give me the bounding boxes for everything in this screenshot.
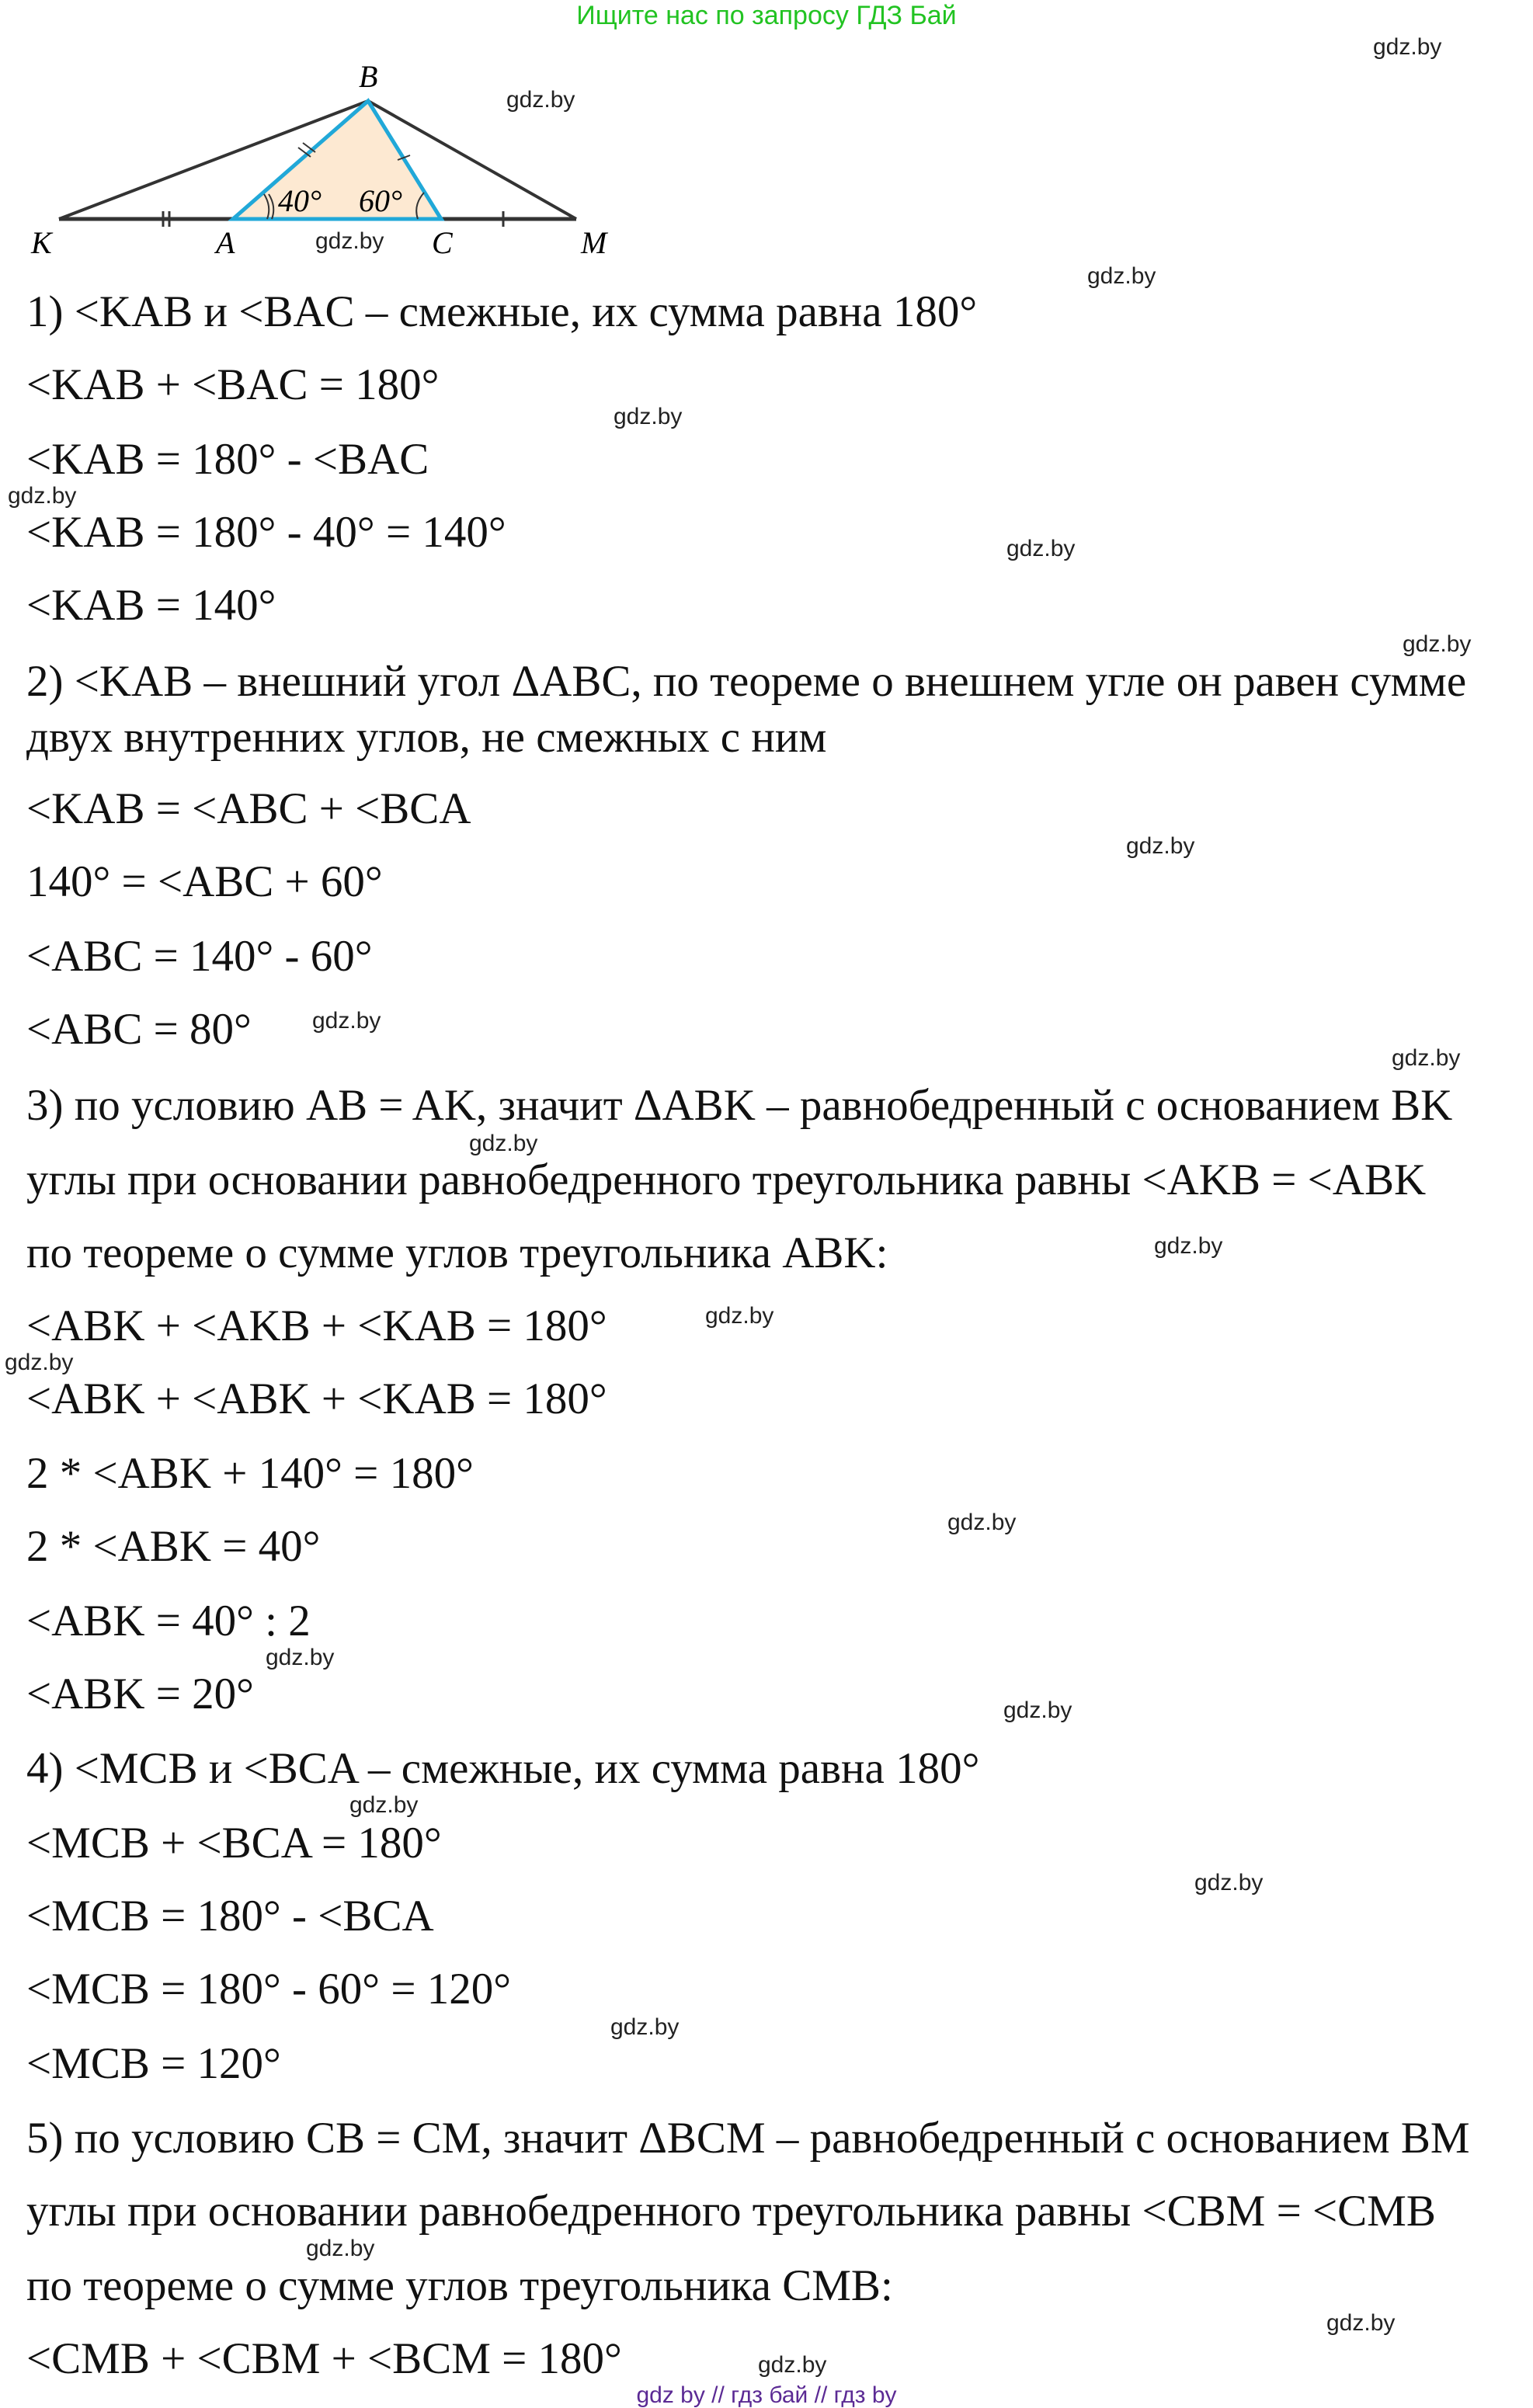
search-banner: Ищите нас по запросу ГДЗ Бай	[576, 1, 957, 30]
text-line: 4) <MCB и <BCA – смежные, их сумма равна 180°	[26, 1744, 980, 1793]
watermark: gdz.by	[506, 87, 575, 113]
text-line: по теореме о сумме углов треугольника ABK:	[26, 1228, 888, 1277]
angle-label-a: 40°	[278, 183, 322, 218]
text-line: углы при основании равнобедренного треугольника равны <CBM = <CMB	[26, 2187, 1436, 2236]
watermark: gdz.by	[1126, 833, 1195, 859]
text-line: <MCB + <BCA = 180°	[26, 1819, 442, 1868]
text-line: <MCB = 120°	[26, 2039, 281, 2088]
watermark: gdz.by	[306, 2236, 375, 2261]
text-line: <ABK + <ABK + <KAB = 180°	[26, 1374, 607, 1423]
watermark: gdz.by	[1373, 34, 1442, 60]
text-line: 2 * <ABK + 140° = 180°	[26, 1449, 474, 1498]
watermark: gdz.by	[1326, 2310, 1396, 2336]
text-line: <ABK = 20°	[26, 1670, 254, 1718]
text-line: <CMB + <CBM + <BCM = 180°	[26, 2334, 622, 2383]
watermark: gdz.by	[1087, 263, 1156, 289]
point-label-a: A	[216, 225, 235, 260]
text-line: <MCB = 180° - <BCA	[26, 1892, 434, 1941]
point-label-k: K	[31, 225, 52, 260]
text-line: <ABC = 140° - 60°	[26, 932, 373, 981]
text-line: <ABK + <AKB + <KAB = 180°	[26, 1301, 607, 1350]
text-line: 140° = <ABC + 60°	[26, 857, 383, 906]
watermark: gdz.by	[610, 2014, 680, 2040]
point-label-b: B	[359, 59, 378, 94]
watermark: gdz.by	[349, 1792, 419, 1818]
text-line: по теореме о сумме углов треугольника CMB:	[26, 2261, 893, 2310]
watermark: gdz.by	[8, 483, 77, 509]
text-line: 3) по условию AB = AK, значит ΔABK – равнобедренный с основанием BK	[26, 1081, 1453, 1130]
watermark: gdz.by	[266, 1645, 335, 1670]
text-line: <ABK = 40° : 2	[26, 1597, 311, 1645]
watermark: gdz.by	[315, 228, 384, 254]
watermark: gdz.by	[947, 1510, 1017, 1535]
text-line: <KAB = 180° - 40° = 140°	[26, 508, 506, 557]
angle-label-c: 60°	[359, 183, 402, 218]
watermark: gdz.by	[312, 1008, 381, 1034]
point-label-m: M	[581, 225, 607, 260]
text-line: <KAB = <ABC + <BCA	[26, 784, 471, 833]
point-label-c: C	[432, 225, 453, 260]
text-line: 1) <KAB и <BAC – смежные, их сумма равна 180°	[26, 287, 978, 336]
watermark: gdz.by	[1154, 1233, 1223, 1259]
text-line: углы при основании равнобедренного треугольника равны <AKB = <ABK	[26, 1155, 1427, 1204]
text-line: <ABC = 80°	[26, 1005, 252, 1054]
text-line: <KAB = 140°	[26, 581, 276, 630]
text-line: 2) <KAB – внешний угол ΔABC, по теореме о внешнем угле он равен сумме	[26, 657, 1467, 706]
watermark: gdz.by	[469, 1131, 538, 1156]
watermark: gdz.by	[758, 2352, 827, 2378]
text-line: 5) по условию CB = CM, значит ΔBCM – равнобедренный с основанием BM	[26, 2114, 1470, 2163]
watermark: gdz.by	[614, 404, 683, 429]
text-line: <MCB = 180° - 60° = 120°	[26, 1965, 512, 2014]
watermark: gdz.by	[1194, 1870, 1264, 1895]
text-line: 2 * <ABK = 40°	[26, 1522, 321, 1571]
watermark: gdz.by	[1392, 1045, 1461, 1071]
watermark: gdz.by	[1403, 631, 1472, 657]
text-line: <KAB + <BAC = 180°	[26, 360, 440, 409]
watermark: gdz.by	[1003, 1697, 1072, 1723]
text-line: двух внутренних углов, не смежных с ним	[26, 713, 827, 762]
watermark: gdz.by	[1006, 536, 1076, 561]
watermark: gdz.by	[5, 1350, 74, 1375]
watermark: gdz.by	[705, 1303, 774, 1329]
text-line: <KAB = 180° - <BAC	[26, 435, 429, 484]
footer-links: gdz by // гдз бай // гдз by	[636, 2382, 897, 2408]
triangle-abc-fill	[233, 101, 441, 219]
